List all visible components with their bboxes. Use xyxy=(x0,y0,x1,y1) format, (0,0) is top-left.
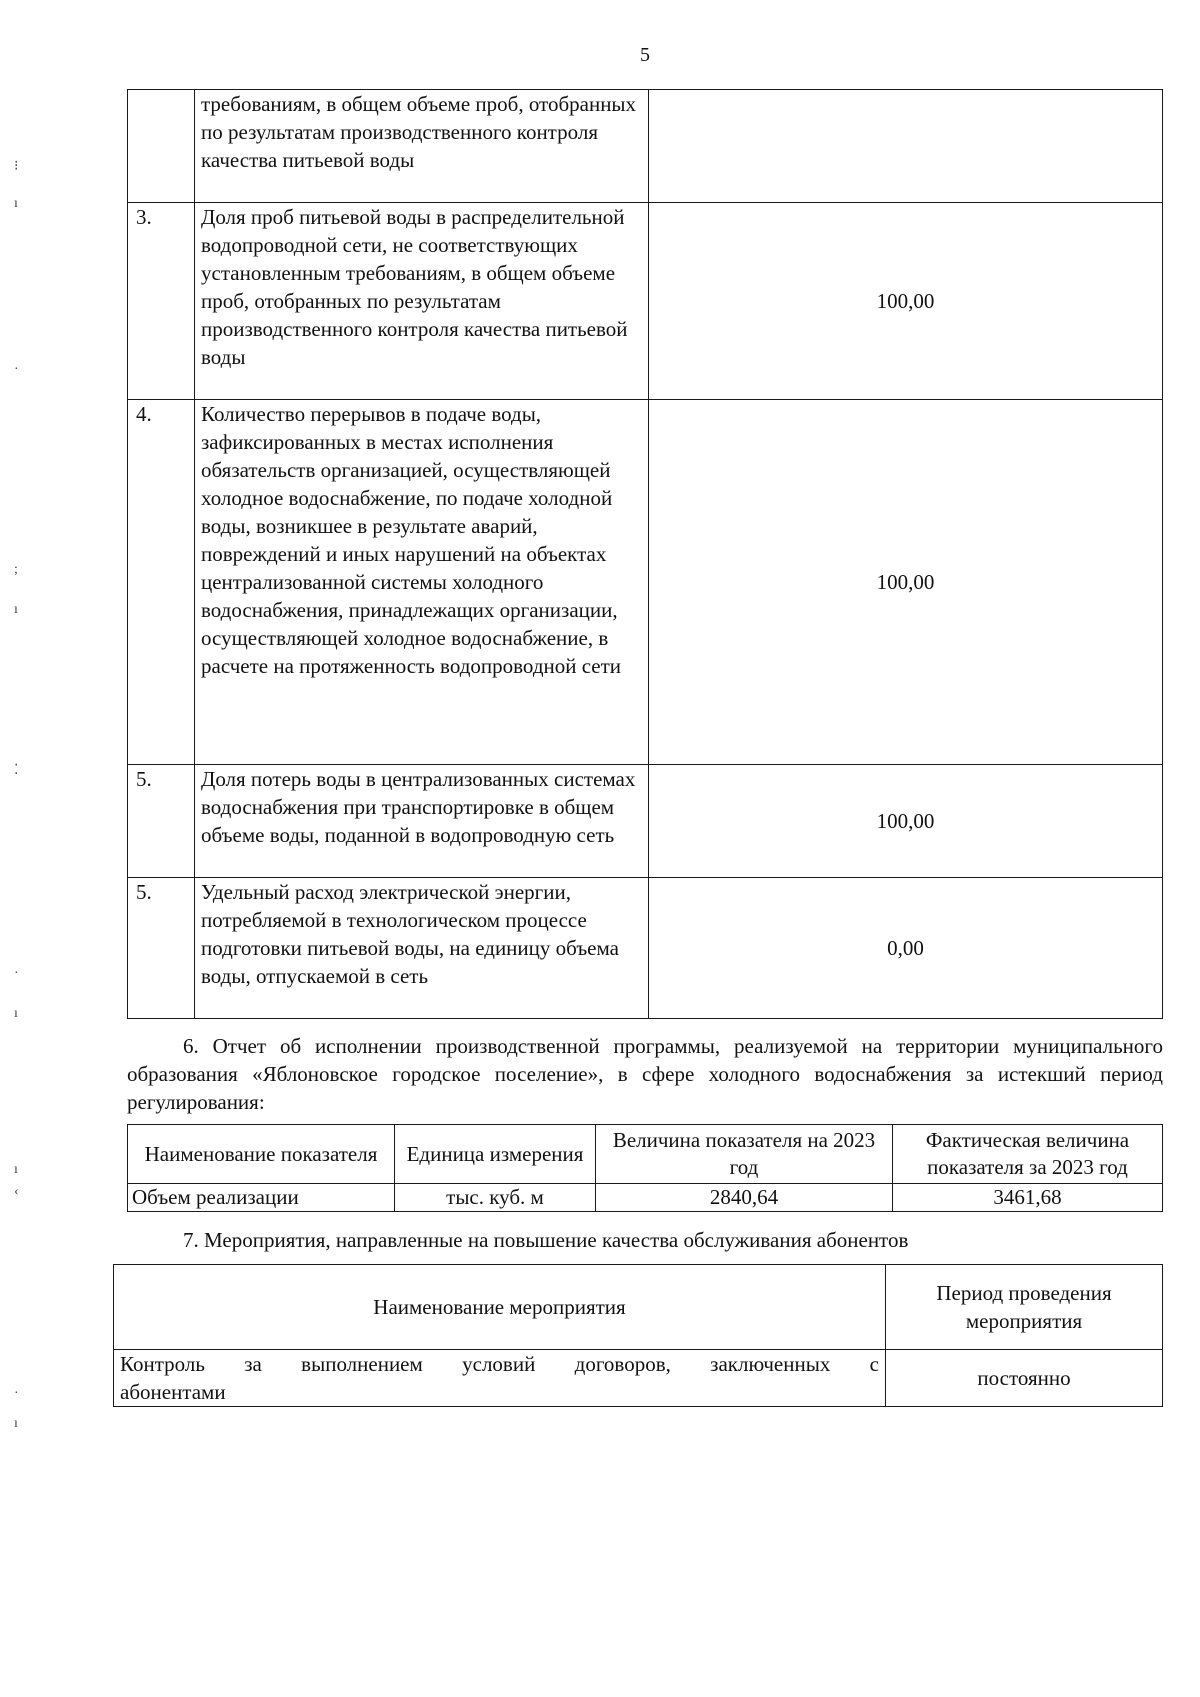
column-header: Наименование мероприятия xyxy=(114,1265,886,1350)
measure-period: постоянно xyxy=(886,1350,1163,1407)
column-header: Период проведения мероприятия xyxy=(886,1265,1163,1350)
indicator-value: 100,00 xyxy=(649,400,1163,765)
section-6-paragraph: 6. Отчет об исполнении производственной программы, реализуемой на территории муниципального образования «Яблоновское городское поселение», в сфере холодного водоснабжения за истекший период регулирования: xyxy=(127,1034,1163,1114)
measure-name-line-2: абонентами xyxy=(120,1380,226,1404)
indicator-name: Удельный расход электрической энергии, потребляемой в технологическом процессе подготовки питьевой воды, на единицу объема воды, отпускаемой в сеть xyxy=(195,878,649,1019)
table-row xyxy=(128,1184,1163,1212)
indicator-name: Количество перерывов в подаче воды, зафиксированных в местах исполнения обязательств организацией, осуществляющей холодное водоснабжение, по подаче холодной воды, возникшее в результате аварий, повреждений и иных нарушений на объектах централизованной системы холодного водоснабжения, принадлежащих организации, осуществляющей холодное водоснабжение, в расчете на протяженность водопроводной сети xyxy=(195,400,649,765)
table-header-row xyxy=(128,1125,1163,1184)
indicator-value: 100,00 xyxy=(649,765,1163,878)
row-number: 4. xyxy=(128,400,195,765)
row-number: 3. xyxy=(128,203,195,400)
indicator-value: 100,00 xyxy=(649,203,1163,400)
table-row xyxy=(128,400,1163,765)
indicator-value: 0,00 xyxy=(649,878,1163,1019)
row-number: 5. xyxy=(128,765,195,878)
row-number xyxy=(128,90,195,203)
table-row xyxy=(128,90,1163,203)
measure-name xyxy=(114,1350,886,1407)
section-7-heading: 7. Мероприятия, направленные на повышение качества обслуживания абонентов xyxy=(183,1228,909,1252)
indicators-table xyxy=(127,89,1163,1019)
row-number: 5. xyxy=(128,878,195,1019)
actual-value: 3461,68 xyxy=(893,1184,1163,1212)
table-header-row xyxy=(114,1265,1163,1350)
program-report-table xyxy=(127,1124,1163,1212)
indicator-value xyxy=(649,90,1163,203)
page-number: 5 xyxy=(640,44,650,66)
indicator-name: Доля проб питьевой воды в распределительной водопроводной сети, не соответствующих установленным требованиям, в общем объеме проб, отобранных по результатам производственного контроля качества питьевой воды xyxy=(195,203,649,400)
indicator-name: Доля потерь воды в централизованных системах водоснабжения при транспортировке в общем объеме воды, поданной в водопроводную сеть xyxy=(195,765,649,878)
column-header: Наименование показателя xyxy=(128,1125,395,1184)
indicator-name: требованиям, в общем объеме проб, отобранных по результатам производственного контроля качества питьевой воды xyxy=(195,90,649,203)
unit: тыс. куб. м xyxy=(395,1184,596,1212)
indicator-name: Объем реализации xyxy=(128,1184,395,1212)
measure-name-line-1: Контроль за выполнением условий договоров, заключенных с xyxy=(120,1352,879,1376)
margin-scan-marks: ⁝ ı · ; ı ⁚ · ı ı ‹ · ı xyxy=(14,159,19,1431)
planned-value: 2840,64 xyxy=(596,1184,893,1212)
table-row xyxy=(128,203,1163,400)
table-row xyxy=(128,878,1163,1019)
table-row xyxy=(128,765,1163,878)
column-header: Фактическая величина показателя за 2023 год xyxy=(893,1125,1163,1184)
column-header: Величина показателя на 2023 год xyxy=(596,1125,893,1184)
column-header: Единица измерения xyxy=(395,1125,596,1184)
measures-table xyxy=(113,1264,1163,1407)
table-row xyxy=(114,1350,1163,1407)
